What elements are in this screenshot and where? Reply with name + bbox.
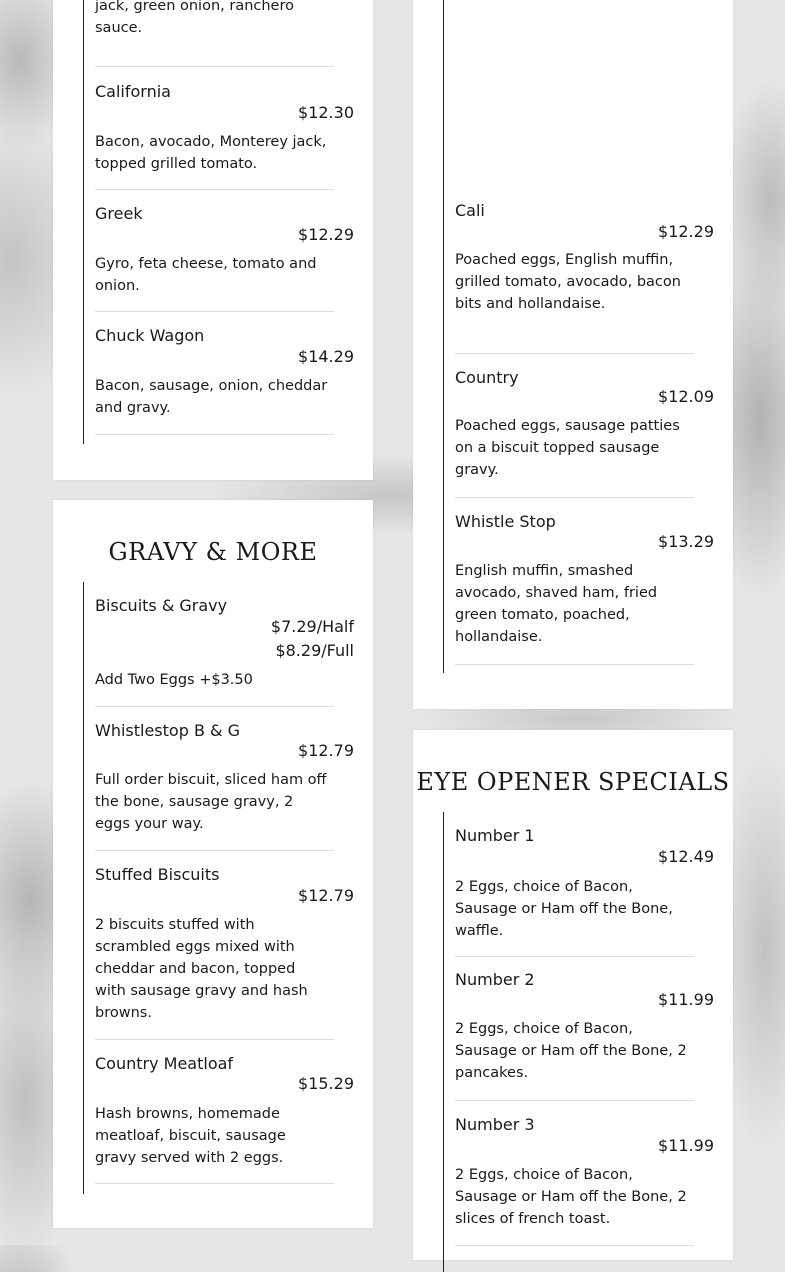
menu-card-left-top [53, 0, 373, 480]
menu-list [443, 812, 724, 1272]
item-divider [95, 1183, 334, 1184]
item-divider [455, 664, 694, 665]
menu-item [84, 204, 364, 311]
menu-item [444, 970, 724, 1100]
menu-item-description: 2 Eggs, choice of Bacon, Sausage or Ham off the Bone, waffle. [455, 879, 673, 939]
menu-card-gravy-and-more [53, 500, 373, 1228]
menu-item-name: Biscuits & Gravy [95, 596, 228, 615]
menu-item [84, 865, 364, 1039]
menu-item-description: Gyro, feta cheese, tomato and onion. [95, 256, 317, 294]
menu-item [84, 596, 364, 706]
menu-item-description: Poached eggs, English muffin, grilled tomato, avocado, bacon bits and hollandaise. [455, 252, 681, 312]
menu-item-description: 2 biscuits stuffed with scrambled eggs mixed with cheddar and bacon, topped with sausage gravy and hash browns. [95, 917, 308, 1021]
menu-item-name: Country [455, 368, 519, 387]
menu-item-name: Chuck Wagon [95, 326, 205, 345]
menu-item-description: Bacon, avocado, Monterey jack, topped grilled tomato. [95, 134, 327, 172]
menu-item-price: $12.49 [658, 847, 714, 866]
menu-item-description: English muffin, smashed avocado, shaved ham, fried green tomato, poached, hollandaise. [455, 563, 658, 645]
menu-item [84, 1054, 364, 1183]
menu-item-name: Whistle Stop [455, 512, 556, 531]
item-divider [455, 353, 694, 354]
menu-item-name: Greek [95, 204, 143, 223]
menu-item-price: $12.79 [298, 741, 354, 760]
menu-item-price: $11.99 [658, 1136, 714, 1155]
menu-item-description: 2 Eggs, choice of Bacon, Sausage or Ham off the Bone, 2 slices of french toast. [455, 1167, 687, 1227]
item-divider [455, 1100, 694, 1101]
menu-item-description: Hash browns, homemade meatloaf, biscuit, sausage gravy served with 2 eggs. [95, 1106, 286, 1166]
menu-item-name: Whistlestop B & G [95, 721, 240, 740]
menu-item-name: Number 3 [455, 1115, 535, 1134]
menu-item-description: Bacon, sausage, onion, cheddar and gravy. [95, 378, 328, 416]
menu-item-price: $12.79 [298, 886, 354, 905]
menu-item-name: Number 2 [455, 970, 535, 989]
menu-list [83, 582, 364, 1194]
menu-item-price: $11.99 [658, 990, 714, 1009]
item-divider [95, 66, 334, 67]
menu-item-price: $12.29 [658, 222, 714, 241]
item-divider [95, 706, 334, 707]
menu-item [84, 326, 364, 434]
menu-item-price-full: $8.29/Full [275, 641, 354, 660]
menu-item-description: Poached eggs, sausage patties on a biscuit topped sausage gravy. [455, 418, 680, 478]
menu-list [443, 0, 724, 673]
menu-item-price: $12.29 [298, 225, 354, 244]
menu-item [444, 826, 724, 956]
menu-item-name: California [95, 82, 171, 101]
menu-card-eye-opener-specials [413, 730, 733, 1260]
menu-card-right-top [413, 0, 733, 709]
item-divider [95, 850, 334, 851]
menu-item-description: Add Two Eggs +$3.50 [95, 672, 253, 688]
item-divider [455, 956, 694, 957]
item-divider [95, 189, 334, 190]
menu-item [444, 201, 724, 353]
menu-item-price: $15.29 [298, 1074, 354, 1093]
menu-item-description: 2 Eggs, choice of Bacon, Sausage or Ham off the Bone, 2 pancakes. [455, 1021, 687, 1081]
menu-item-name: Cali [455, 201, 485, 220]
menu-item-name: Country Meatloaf [95, 1054, 234, 1073]
section-title: EYE OPENER SPECIALS [416, 768, 730, 796]
menu-item [84, 82, 364, 189]
menu-item [84, 0, 364, 67]
item-divider [95, 434, 334, 435]
menu-item-name: Stuffed Biscuits [95, 865, 220, 884]
item-divider [95, 1039, 334, 1040]
item-divider [455, 497, 694, 498]
menu-item-price: $12.09 [658, 387, 714, 406]
menu-item-price: $12.30 [298, 103, 354, 122]
menu-item-price: $14.29 [298, 347, 354, 366]
menu-item-price-half: $7.29/Half [270, 617, 354, 636]
menu-item-price: $13.29 [658, 532, 714, 551]
menu-item-name: Number 1 [455, 826, 535, 845]
menu-list [83, 0, 364, 444]
item-divider [455, 1245, 694, 1246]
menu-item-description: jack, green onion, ranchero sauce. [95, 0, 294, 36]
menu-item-description: Full order biscuit, sliced ham off the bone, sausage gravy, 2 eggs your way. [95, 772, 327, 832]
menu-item [444, 1115, 724, 1245]
menu-item [444, 368, 724, 497]
menu-item [444, 512, 724, 664]
item-divider [95, 311, 334, 312]
menu-item [84, 721, 364, 850]
section-title: GRAVY & MORE [108, 538, 318, 566]
